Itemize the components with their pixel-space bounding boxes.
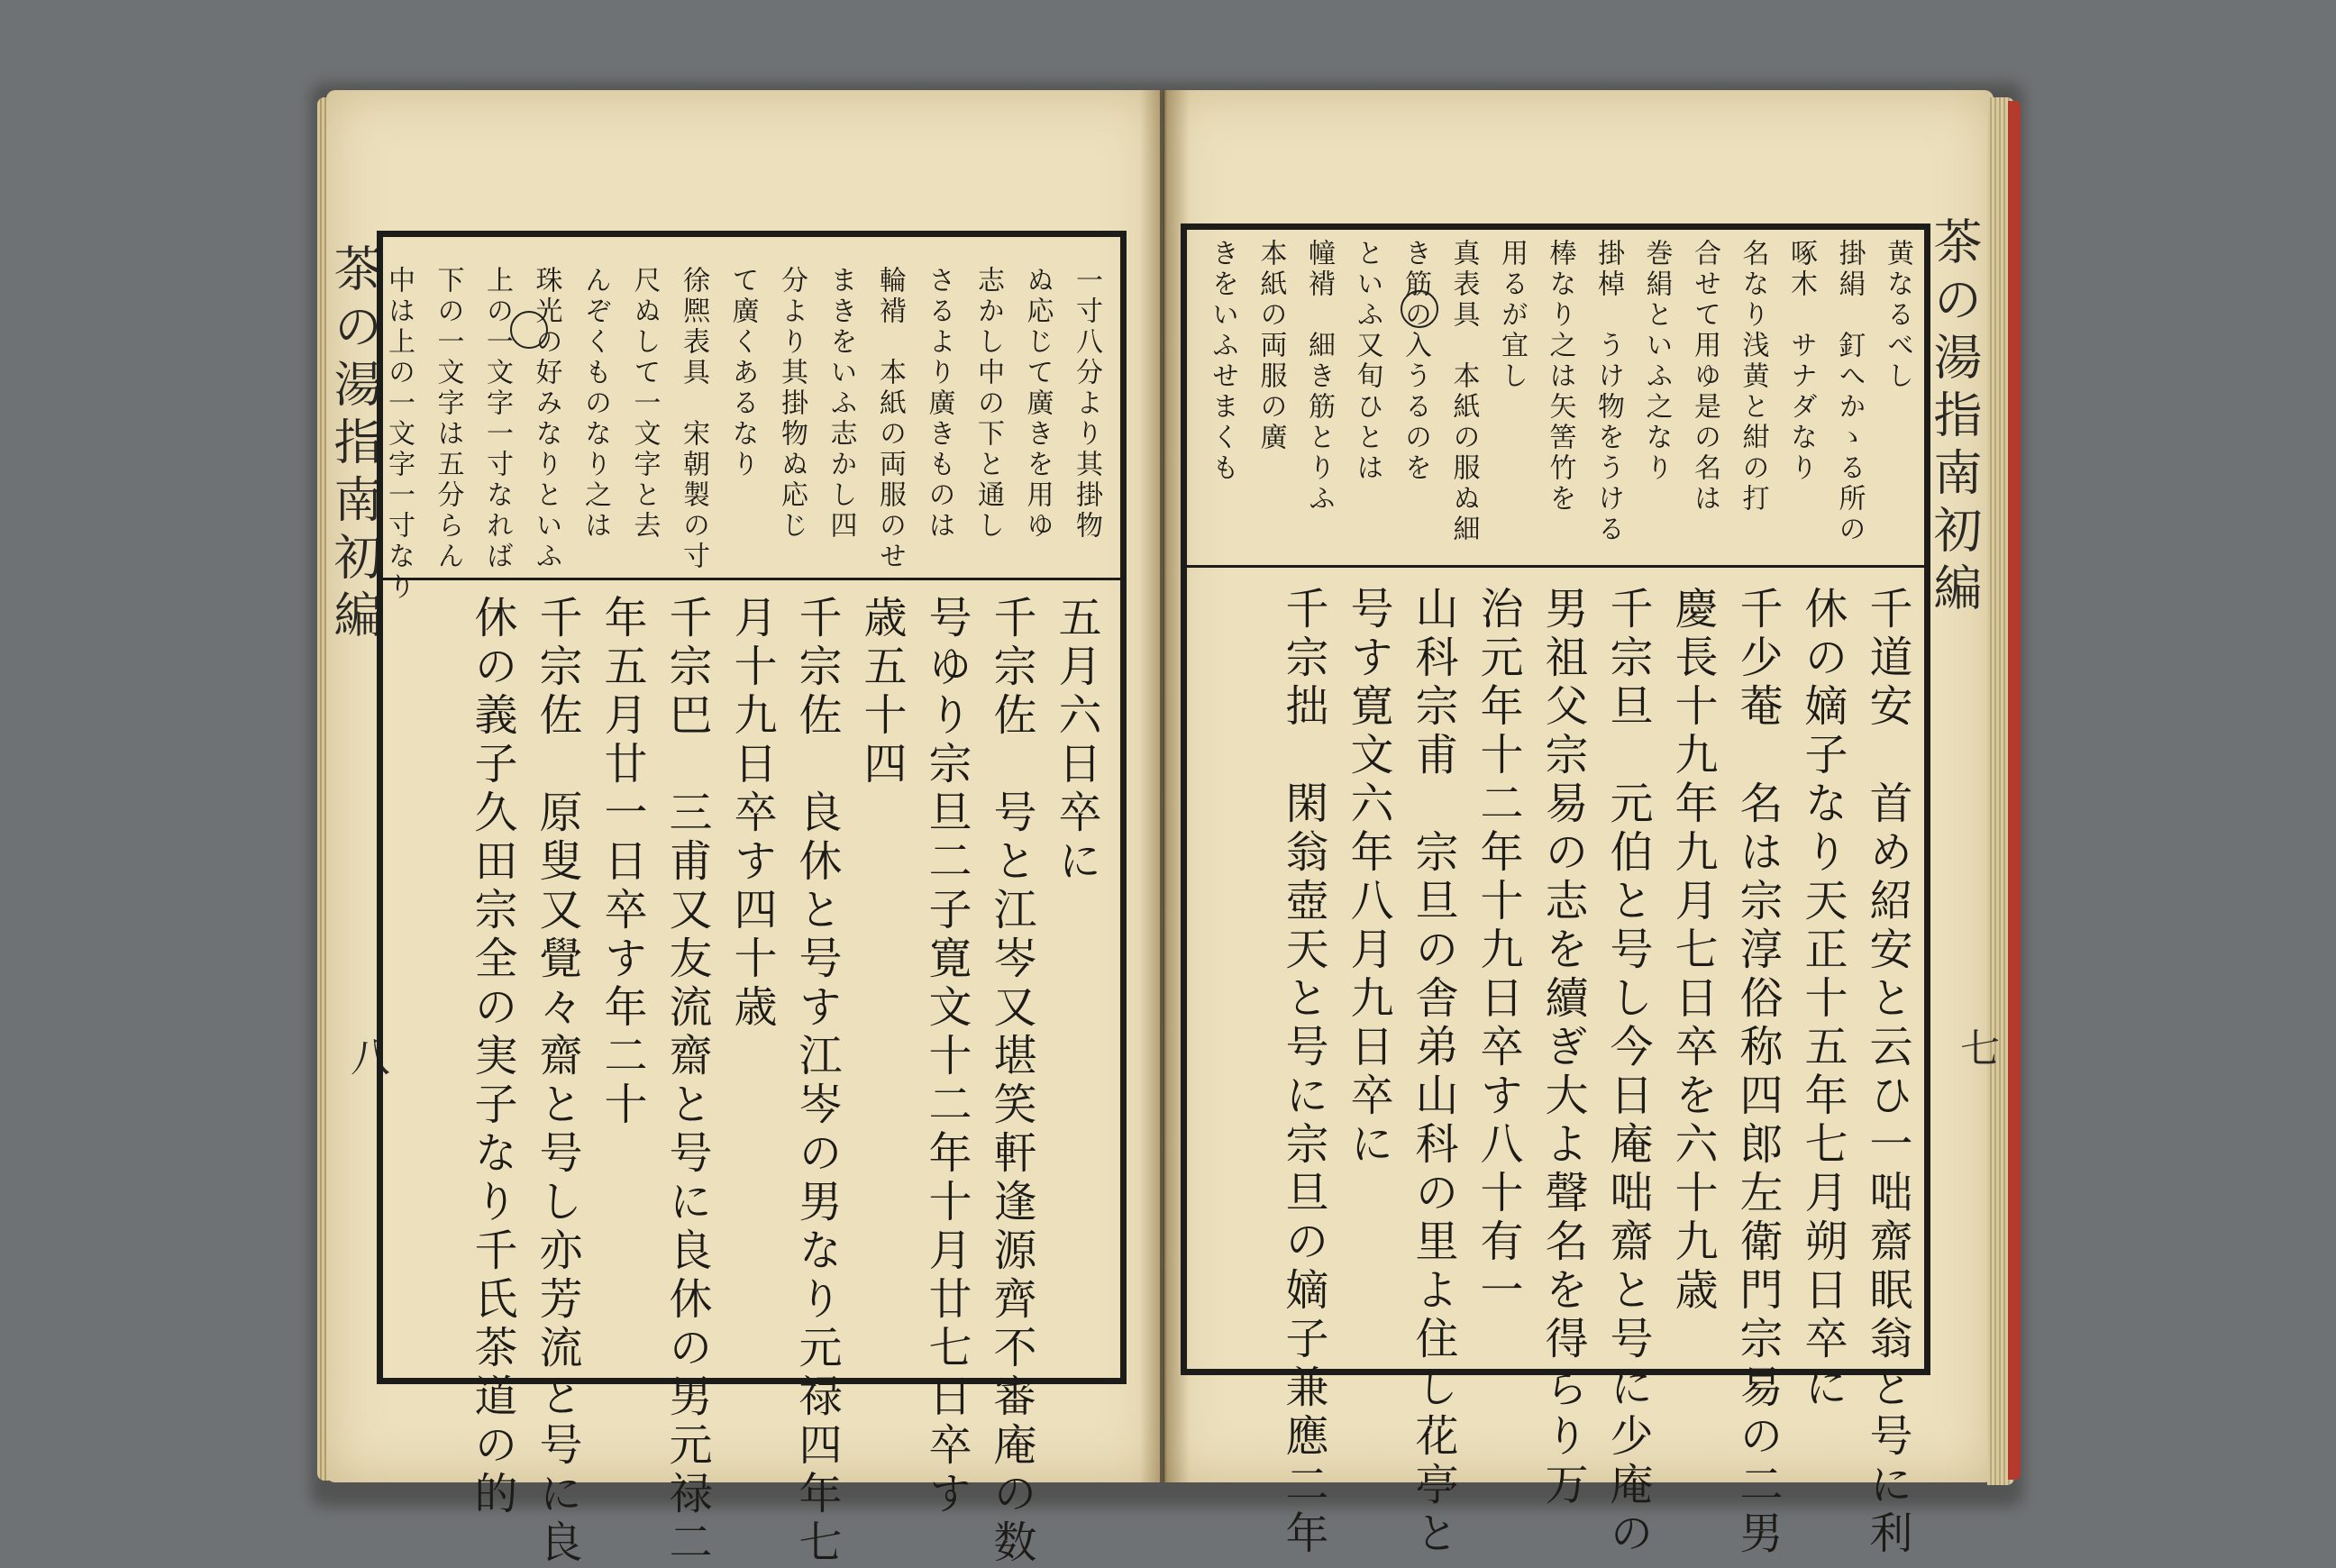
text-column: ぬ応じて廣きを用ゆ: [1021, 266, 1054, 542]
text-column: 治元年十二年十九日卒す八十有一: [1473, 586, 1523, 1316]
text-column: 千宗佐 良休と号す江岑の男なり元禄四年七: [791, 595, 842, 1568]
text-column: 休の嫡子なり天正十五年七月朔日卒に: [1797, 586, 1848, 1413]
text-column: 月十九日卒す四十歳: [726, 595, 777, 1033]
left-frame-divider: [383, 578, 1120, 580]
text-column: 珠光の好みなりといふ: [530, 266, 562, 572]
text-column: 上の一文字一寸なれば: [481, 266, 513, 572]
right-frame-divider: [1187, 565, 1924, 568]
text-column: 真表具 本紙の服ぬ細: [1447, 239, 1480, 545]
text-column: といふ又旬ひとは: [1351, 239, 1383, 484]
text-column: 啄木 サナダなり: [1785, 239, 1817, 484]
text-column: 下の一文字は五分らん: [432, 266, 464, 572]
text-column: 年五月廿一日卒す年二十: [597, 595, 647, 1130]
left-folio-number: 八: [343, 1036, 389, 1076]
text-column: 徐熈表具 宋朝製の寸: [678, 266, 709, 572]
text-column: 山科宗甫 宗旦の舎弟山科の里よ住し花亭と: [1408, 586, 1458, 1559]
text-column: 合せて用ゆ是の名は: [1689, 239, 1720, 515]
text-column: 尺ぬして一文字と去: [628, 266, 661, 542]
text-column: 巻絹といふ之なり: [1640, 239, 1673, 484]
text-column: 号ゆり宗旦二子寛文十二年十月廿七日卒す: [921, 595, 972, 1519]
text-column: 慶長十九年九月七日卒を六十九歳: [1667, 586, 1718, 1316]
text-column: まきをいふ志かし四: [825, 266, 857, 542]
text-column: きをいふせまくも: [1207, 239, 1238, 484]
text-column: 黄なるべし: [1882, 239, 1913, 392]
text-column: 千道安 首め紹安と云ひ一咄齋眠翁と号に利: [1862, 586, 1912, 1559]
text-column: 一寸八分より其掛物: [1071, 266, 1102, 542]
text-column: 千宗旦 元伯と号し今日庵咄齋と号に少庵の: [1602, 586, 1653, 1559]
text-column: 分より其掛物ぬ応じ: [776, 266, 808, 542]
text-column: さるより廣きものは: [923, 266, 955, 542]
text-column: 千宗佐 原叟又覺々齋と号し亦芳流と号に良: [532, 595, 582, 1568]
text-column: 幢褙 細き筋とりふ: [1303, 239, 1335, 515]
red-cover-edge: [2008, 101, 2021, 1480]
text-column: 用るが宜し: [1496, 239, 1528, 392]
text-column: て廣くあるなり: [726, 266, 759, 480]
text-column: 志かし中の下と通し: [972, 266, 1004, 542]
text-column: 輪褙 本紙の両服のせ: [874, 266, 906, 572]
text-column: 千宗拙 閑翁壺天と号に宗旦の嫡子兼應二年: [1278, 586, 1328, 1559]
text-column: 掛絹 釘へかゝる所の: [1833, 239, 1866, 545]
text-column: き筋の入うるのを: [1400, 239, 1431, 484]
text-column: 名なり浅黄と紺の打: [1737, 239, 1769, 515]
text-column: んぞくものなり之は: [579, 266, 611, 542]
right-running-title: 茶の湯指南初編: [1926, 216, 1983, 620]
text-column: 千少菴 名は宗淳俗称四郎左衛門宗易の二男: [1732, 586, 1783, 1559]
text-column: 本紙の両服の廣: [1255, 239, 1287, 453]
text-column: 棒なり之は矢筈竹を: [1544, 239, 1576, 515]
text-column: 五月六日卒に: [1051, 595, 1101, 887]
left-running-title: 茶の湯指南初編: [326, 243, 383, 647]
text-column: 千宗巴 三甫又友流齋と号に良休の男元禄二: [662, 595, 712, 1568]
text-column: 歳五十四: [856, 595, 907, 789]
text-column: 号す寛文六年八月九日卒に: [1343, 586, 1393, 1170]
right-folio-number: 七: [1953, 1027, 1999, 1067]
text-column: 休の義子久田宗全の実子なり千氏茶道の的: [467, 595, 517, 1519]
text-column: 千宗佐 号と江岑又堪笑軒逢源齊不審庵の数: [986, 595, 1036, 1568]
text-column: 男祖父宗易の志を續ぎ大よ聲名を得らり万: [1538, 586, 1588, 1510]
text-column: 中は上の一文字一寸なり: [383, 266, 415, 603]
text-column: 掛棹 うけ物をうける: [1592, 239, 1624, 545]
